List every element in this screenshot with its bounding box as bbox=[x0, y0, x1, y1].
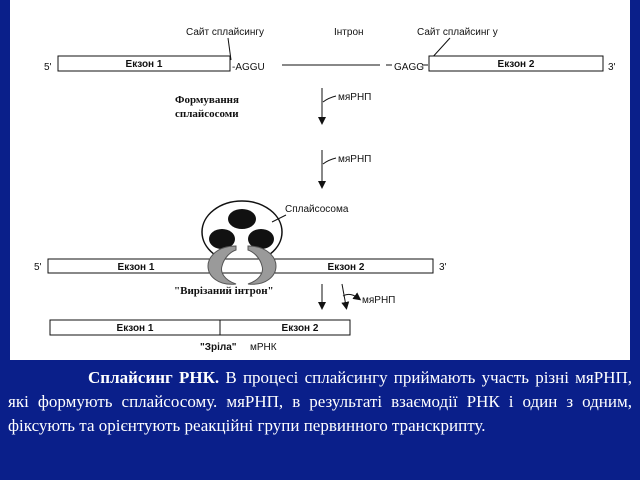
splicing-diagram bbox=[10, 0, 630, 360]
mature-mrna-label: мРНК bbox=[250, 342, 277, 353]
spliced-three-prime: 3' bbox=[439, 262, 447, 273]
pre-mrna-seq-right: GAGG bbox=[394, 62, 425, 73]
spliced-exon2-label: Екзон 2 bbox=[327, 262, 365, 273]
spliced-exon1-label: Екзон 1 bbox=[117, 262, 155, 273]
snrna-release-label: мяРНП bbox=[362, 295, 396, 306]
snrna-release-curve bbox=[343, 294, 358, 298]
splice-site-left-label: Сайт сплайсингу bbox=[186, 27, 264, 38]
formation-label-line2: сплайсосоми bbox=[175, 108, 239, 120]
mature-label: "Зріла" bbox=[200, 342, 237, 353]
mature-exon2-label: Екзон 2 bbox=[281, 323, 319, 334]
mature-exon1-label: Екзон 1 bbox=[116, 323, 154, 334]
excised-intron-label: "Вирізаний інтрон" bbox=[174, 285, 274, 297]
spliceosome-label: Сплайсосома bbox=[285, 204, 349, 215]
spliced-five-prime: 5' bbox=[34, 262, 42, 273]
splice-site-right-label: Сайт сплайсинг у bbox=[417, 27, 498, 38]
caption-title: Сплайсинг РНК. bbox=[88, 368, 220, 387]
caption-body: В процесі сплайсингу приймають участь різні мяРНП, які формують сплайсосому. мяРНП, в результаті взаємодії РНК і один з одним, фіксують та орієнтують реакційні групи первинного транскрипту. bbox=[8, 368, 633, 435]
snrna-label-2: мяРНП bbox=[338, 154, 372, 165]
pre-mrna-exon2-label: Екзон 2 bbox=[497, 59, 535, 70]
diagram-panel bbox=[10, 0, 630, 360]
snrna-label-1: мяРНП bbox=[338, 92, 372, 103]
formation-label-line1: Формування bbox=[175, 94, 239, 106]
pre-mrna-exon1-label: Екзон 1 bbox=[125, 59, 163, 70]
spliceosome-snrnp-top bbox=[228, 209, 256, 229]
pre-mrna-three-prime: 3' bbox=[608, 62, 616, 73]
pre-mrna-five-prime: 5' bbox=[44, 62, 52, 73]
spliced-strand-box bbox=[48, 259, 433, 273]
intron-label: Інтрон bbox=[334, 27, 364, 38]
snrna-join-curve-2 bbox=[323, 158, 336, 164]
snrna-join-curve-1 bbox=[323, 96, 336, 102]
pre-mrna-seq-left: -AGGU bbox=[232, 62, 265, 73]
caption bbox=[8, 366, 632, 438]
